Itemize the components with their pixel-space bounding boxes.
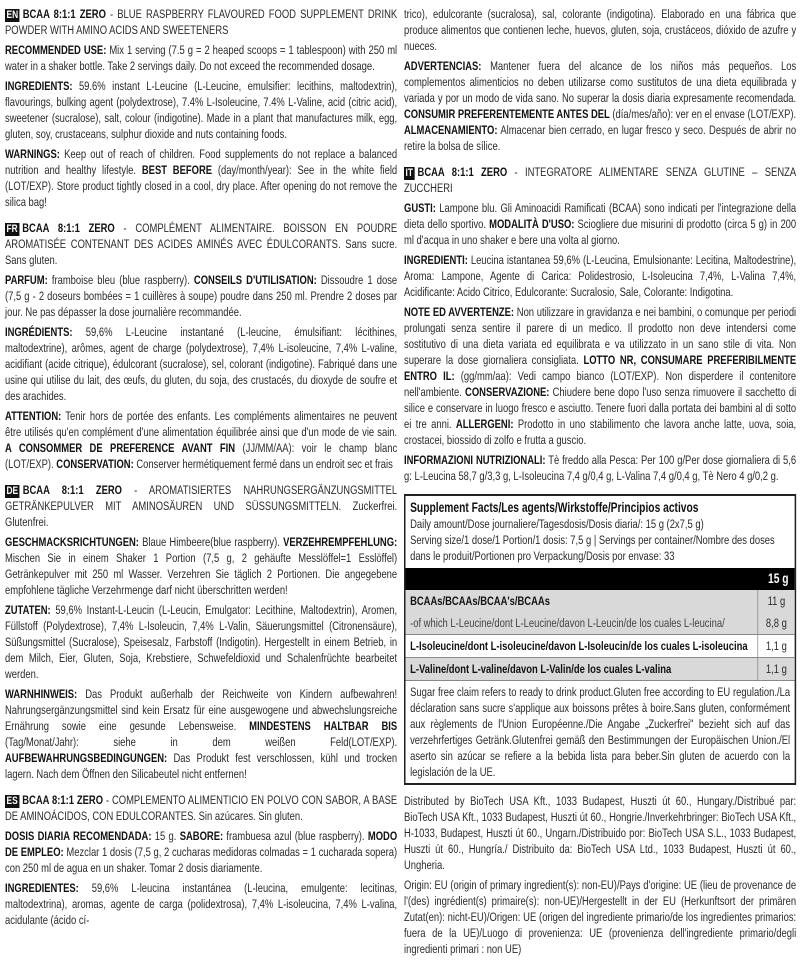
paragraph bbox=[404, 200, 796, 248]
section-label: BEST BEFORE bbox=[141, 163, 213, 177]
paragraph bbox=[5, 686, 397, 782]
section-it bbox=[404, 164, 796, 484]
language-badge: ES bbox=[6, 795, 18, 807]
section-label: BCAA 8:1:1 ZERO bbox=[22, 7, 106, 21]
paragraph bbox=[5, 880, 397, 928]
section-text: (Tag/Monat/Jahr): siehe in dem weißen Feld(LOT/EXP). bbox=[5, 735, 398, 749]
facts-row-name: -of which L-Leucine/dont L-Leucine/davon L-Leucin/de los cuales L-leucina/ bbox=[410, 616, 725, 630]
language-badge: FR bbox=[6, 223, 18, 235]
paragraph bbox=[5, 78, 397, 142]
facts-column-header: 15 g bbox=[406, 568, 795, 590]
section-label: MODALITÀ D'USO: bbox=[489, 217, 575, 231]
left-column-wrapper bbox=[5, 6, 397, 938]
paragraph bbox=[5, 6, 397, 38]
section-label: INGREDIENTS: bbox=[5, 79, 73, 93]
facts-row-value: 1,1 g bbox=[757, 635, 794, 657]
section-label: GESCHMACKSRICHTUNGEN: bbox=[5, 535, 139, 549]
section-label: CONSUMIR PREFERENTEMENTE ANTES DEL bbox=[404, 107, 610, 121]
section-text: (día/mes/año): ver en el envase (LOT/EXP). bbox=[609, 107, 797, 121]
section-text: Tè freddo alla Pesca: Per 100 g/Per dose giornaliera di 5,6 g: L-Leucina 58,7 g/3,3 g, L-Isoleucina 7,4 g/0,4 g, L-Valina 7,4 g/0,4 g, Tè Nero 4 g/0,2 g. bbox=[404, 453, 797, 483]
section-label: DOSIS DIARIA RECOMENDADA: bbox=[5, 829, 152, 843]
section-label: CONSERVAZIONE: bbox=[465, 385, 550, 399]
paragraph bbox=[5, 408, 397, 472]
paragraph bbox=[404, 452, 796, 484]
facts-row-name: L-Valine/dont L-valine/davon L-Valin/de los cuales L-valina bbox=[410, 662, 672, 676]
paragraph bbox=[5, 828, 397, 876]
section-text: - BLUE RASPBERRY FLAVOURED FOOD SUPPLEMENT DRINK POWDER WITH AMINO ACIDS AND SWEETENERS bbox=[5, 7, 398, 37]
paragraph bbox=[5, 324, 397, 404]
left-column bbox=[5, 6, 397, 928]
section-text: Dissoudre 1 dose (7,5 g - 2 doseurs bombées = 1 cuillères à soupe) poudre dans 250 ml. Prendre 2 doses par jour. Ne pas dépasser la dose journalière recommandée. bbox=[5, 273, 398, 319]
section-text: 59,6% L-leucina instantánea (L-leucina, emulgente: lecitinas, maltodextrina), aromas, agente de carga (polidextrosa), 7,4% L-isoleucina, 7,4% L-valina, acidulante (ácido cí- bbox=[5, 881, 398, 927]
section-label: LOTTO NR, CONSUMARE PREFERIBILMENTE ENTRO IL: bbox=[404, 353, 797, 383]
section-label: NOTE ED AVVERTENZE: bbox=[404, 305, 515, 319]
section-label: BCAA 8:1:1 ZERO bbox=[417, 165, 508, 179]
section-label: ALMACENAMIENTO: bbox=[404, 123, 498, 137]
section-text: Mischen Sie in einem Shaker 1 Portion (7,5 g, 2 gehäufte Messlöffel=1 Esslöffel) Getränkepulver mit 250 ml Wasser. Verzehren Sie täglich 2 Portionen. Die angegebene empfohlene tägliche Verzehrmenge darf nicht überschritten werden! bbox=[5, 551, 398, 597]
section-text: (JJ/MM/AA): voir le champ blanc (LOT/EXP). bbox=[5, 441, 398, 471]
section-label: WARNINGS: bbox=[5, 147, 60, 161]
paragraph bbox=[5, 272, 397, 320]
section-text: Mezclar 1 dosis (7,5 g, 2 cucharas medidoras colmadas = 1 cucharada sopera) con 250 ml de agua en un shaker. Tomar 2 dosis diariamente. bbox=[5, 845, 398, 875]
facts-row-valine bbox=[406, 657, 795, 680]
facts-row-isoleucine bbox=[406, 634, 795, 657]
paragraph bbox=[5, 534, 397, 598]
paragraph bbox=[404, 252, 796, 300]
section-text: Keep out of reach of children. Food supplements do not replace a balanced nutrition and healthy lifestyle. bbox=[5, 147, 398, 177]
section-text: Leucina istantanea 59,6% (L-Leucina, Emulsionante: Lecitina, Maltodestrine), Aroma: Lampone, Agente di Carica: Polidestrosio, L-Isoleucina 7,4%, L-Valina 7,4%, Acidificante: Acido Citrico, Edulcorante: Sucralosio, Sale, Colorante: Indigotina. bbox=[404, 253, 797, 299]
section-label: BCAA 8:1:1 ZERO bbox=[22, 221, 115, 235]
section-text: Das Produkt außerhalb der Reichweite von Kindern aufbewahren! Nahrungsergänzungsmittel sind kein Ersatz für eine ausgewogene und abwechslungsreiche Ernährung sowie eine gesunde Lebensweise. bbox=[5, 687, 398, 733]
section-label: A CONSOMMER DE PREFERENCE AVANT FIN bbox=[5, 441, 236, 455]
facts-row-leucine bbox=[406, 612, 795, 634]
facts-title: Supplement Facts/Les agents/Wirkstoffe/Principios activos bbox=[410, 500, 699, 515]
distributor-text: Distributed by BioTech USA Kft., 1033 Budapest, Huszti út 60., Hungary./Distribué par: BioTech USA Kft., 1033 Budapest, Huszti út 60., Hongrie./Inverkehrbringer: BioTech USA Kft., H-1033, Budapest, Huszti út 60., Ungarn./Distribuido por: BioTech USA S.L., 1033 Budapest, Huszti út 60., Hungría./ Distribuito da: BioTech USA Ltd., 1033 Budapest, Huszti út 60., Ungheria. bbox=[404, 794, 797, 872]
section-label: INGREDIENTI: bbox=[404, 253, 468, 267]
section-text: 59,6% L-Leucine instantané (L-leucine, émulsifiant: lécithines, maltodextrine), arômes, agent de charge (polydextrose), 7,4% L-isoleucine, 7,4% L-valine, acidifiant (acide citrique), édulcorant (sucralose), sel, colorant (indigotine). Fabriqué dans une usine qui utilise du lait, des œufs, du gluten, du soja, des crustacés, du dioxyde de soufre et des arachides. bbox=[5, 325, 398, 403]
facts-row-value: 8,8 g bbox=[757, 612, 794, 634]
section-text: 15 g. bbox=[151, 829, 180, 843]
section-en bbox=[5, 6, 397, 210]
facts-row-bcaas bbox=[406, 590, 795, 612]
section-text: - COMPLÉMENT ALIMENTAIRE. BOISSON EN POUDRE AROMATISÉE CONTENANT DES ACIDES AMINÉS AVEC ÉDULCORANTS. Sans sucre. Sans gluten. bbox=[5, 221, 398, 267]
paragraph bbox=[5, 482, 397, 530]
language-badge: DE bbox=[6, 485, 19, 497]
language-badge: EN bbox=[6, 9, 19, 21]
section-label: INFORMAZIONI NUTRIZIONALI: bbox=[404, 453, 546, 467]
section-label: ATTENTION: bbox=[5, 409, 62, 423]
section-label: SABORE: bbox=[179, 829, 224, 843]
paragraph bbox=[404, 164, 796, 196]
section-continued bbox=[404, 6, 796, 154]
facts-row-name: L-Isoleucine/dont L-isoleucine/davon L-Isoleucin/de los cuales L-isoleucina bbox=[410, 639, 748, 653]
section-text: Sciogliere due misurini di prodotto (circa 5 g) in 200 ml d'acqua in uno shaker e bere una volta al giorno. bbox=[404, 217, 797, 247]
section-label: MODO DE EMPLEO: bbox=[5, 829, 398, 859]
section-text: Non utilizzare in gravidanza e nei bambini, o comunque per periodi prolungati senza sentire il parere di un medico. Il prodotto non deve intendersi come sostitutivo di una dieta variata ed equilibrata e va utilizzato in un sano stile di vita. Non superare la dose giornaliera consigliata. bbox=[404, 305, 797, 367]
section-label: INGRÉDIENTS: bbox=[5, 325, 73, 339]
section-text: frambuesa azul (blue raspberry). bbox=[223, 829, 368, 843]
paragraph bbox=[5, 792, 397, 824]
section-text: Prodotto in uno stabilimento che lavora anche latte, uova, soia, crostacei, biossido di zolfo e frutta a guscio. bbox=[404, 417, 797, 447]
right-column bbox=[404, 6, 796, 484]
section-label: WARNHINWEIS: bbox=[5, 687, 78, 701]
section-label: ALLERGENI: bbox=[455, 417, 514, 431]
section-label: INGREDIENTES: bbox=[5, 881, 79, 895]
section-text: - INTEGRATORE ALIMENTARE SENZA GLUTINE – SENZA ZUCCHERI bbox=[404, 165, 797, 195]
section-text: Lampone blu. Gli Aminoacidi Ramificati (BCAA) sono indicati per l'integrazione della dieta dello sportivo. bbox=[404, 201, 797, 231]
section-text: Chiudere bene dopo l'uso senza rimuovere il sacchetto di silice e conservare in luogo fresco e asciutto. Tenere fuori dalla portata dei bambini al di sotto ei tre anni. bbox=[404, 385, 797, 431]
section-label: GUSTI: bbox=[404, 201, 436, 215]
daily-amount: Daily amount/Dose journaliere/Tagesdosis/Dosis diaria/: 15 g (2x7,5 g) bbox=[410, 517, 704, 531]
section-label: MINDESTENS HALTBAR BIS bbox=[249, 719, 398, 733]
language-badge: IT bbox=[405, 167, 413, 179]
section-label: BCAA 8:1:1 ZERO bbox=[22, 793, 104, 807]
section-text: (day/month/year): See in the white field (LOT/EXP). Store product tightly closed in a cool, dry place. After opening do not remove the silica bag! bbox=[5, 163, 398, 209]
facts-note: Sugar free claim refers to ready to drink product.Gluten free according to EU regulation./La déclaration sans sucre s'applique aux boissons prêtes à boire.Sans gluten, conformément aux règlements de l'Union Européenne./Die Angabe „Zuckerfrei" bezieht sich auf das verzehrfertiges Getränk.Glutenfrei gemäß den Bestimmungen der Europäischen Union./El aserto sin azúcar se refiere a la bebida lista para beber.Sin gluten de acuerdo con la legislación de la UE. bbox=[406, 680, 795, 783]
section-text: Das Produkt fest verschlossen, kühl und trocken lagern. Nach dem Öffnen den Silicabeutel nicht entfernen! bbox=[5, 751, 398, 781]
origin-text: Origin: EU (origin of primary ingredient(s): non-EU)/Pays d'origine: UE (lieu de provenance de l'(des) ingrédient(s) primaire(s): non-UE)/Hergestellt in der EU (Herkunftsort der primären Zutat(en): nicht-EU)/Origen: UE (origen del ingrediente primario/de los ingredientes primarios: fuera de la UE)/Luogo di provenienza: UE (provenienza dell'ingrediente primario/degli ingredienti primari : non UE) bbox=[404, 878, 797, 956]
facts-row-value: 11 g bbox=[757, 590, 794, 612]
section-de bbox=[5, 482, 397, 782]
section-label: BCAA 8:1:1 ZERO bbox=[22, 483, 122, 497]
section-label: CONSERVATION: bbox=[56, 457, 134, 471]
facts-row-name: BCAAs/BCAAs/BCAA's/BCAAs bbox=[410, 594, 550, 608]
section-label: VERZEHREMPFEHLUNG: bbox=[283, 535, 398, 549]
section-text: - AROMATISIERTES NAHRUNGSERGÄNZUNGSMITTEL GETRÄNKEPULVER MIT AMINOSÄUREN UND SÜSSUNGSMITTELN. Zuckerfrei. Glutenfrei. bbox=[5, 483, 398, 529]
section-label: RECOMMENDED USE: bbox=[5, 43, 107, 57]
section-fr bbox=[5, 220, 397, 472]
paragraph bbox=[5, 220, 397, 268]
section-text: Tenir hors de portée des enfants. Les compléments alimentaires ne peuvent être utilisés qu'en complément d'une alimentation équilibrée ainsi que d'un mode de vie sain. bbox=[5, 409, 398, 439]
section-text: (gg/mm/aa): Vedi campo bianco (LOT/EXP). Non disperdere il contenitore nell'ambiente. bbox=[404, 369, 797, 399]
section-text: 59,6% Instant-L-Leucin (L-Leucin, Emulgator: Lecithine, Maltodextrin), Aromen, Füllstoff (Polydextrose), 7,4% L-Isoleucin, 7,4% L-Valin, Säuerungsmittel (Citronensäure), Süßungsmittel (Sucralose), Speisesalz, Farbstoff (Indigotin). Hergestellt in einem Betrieb, in dem Milch, Eier, Gluten, Soja, Krebstiere, Schwefeldioxid und Schalenfrüchte bearbeitet werden. bbox=[5, 603, 398, 681]
paragraph bbox=[5, 602, 397, 682]
section-text: trico), edulcorante (sucralosa), sal, colorante (indigotina). Elaborado en una fábrica que produce alimentos que contienen leche, huevos, gluten, soja, crustáceos, dióxido de azufre y nueces. bbox=[404, 7, 797, 53]
paragraph bbox=[5, 42, 397, 74]
section-label: ZUTATEN: bbox=[5, 603, 51, 617]
paragraph bbox=[404, 6, 796, 54]
section-text: - COMPLEMENTO ALIMENTICIO EN POLVO CON SABOR, A BASE DE AMINOÁCIDOS, CON EDULCORANTES. Sin azúcares. Sin gluten. bbox=[5, 793, 398, 823]
supplement-facts-table bbox=[404, 494, 796, 785]
paragraph bbox=[5, 146, 397, 210]
section-label: AUFBEWAHRUNGSBEDINGUNGEN: bbox=[5, 751, 168, 765]
serving-size: Serving size/1 dose/1 Portion/1 dosis: 7,5 g | Servings per container/Nombre des doses dans le produit/Portionen pro Verpackung/Dosis por envase: 33 bbox=[410, 533, 775, 563]
right-column-wrapper bbox=[404, 6, 796, 961]
section-es bbox=[5, 792, 397, 928]
paragraph bbox=[404, 58, 796, 154]
facts-row-value: 1,1 g bbox=[757, 658, 794, 680]
section-text: framboise bleu (blue raspberry). bbox=[47, 273, 194, 287]
section-text: 59.6% instant L-Leucine (L-Leucine, emulsifier: lecithins, maltodextrin), flavourings, bulking agent (polydextrose), 7.4% L-Isoleucine, 7.4% L-Valine, acid (citric acid), sweetener (sucralose), salt, colour (indigotine). Made in a plant that manufactures milk, egg, gluten, soy, crustaceans, sulphur dioxide and nuts containing foods. bbox=[5, 79, 398, 141]
section-text: Conserver hermétiquement fermé dans un endroit sec et frais bbox=[133, 457, 393, 471]
footer-info bbox=[404, 793, 796, 957]
section-text: Mix 1 serving (7.5 g = 2 heaped scoops = 1 tablespoon) with 250 ml water in a shaker bottle. Take 2 servings daily. Do not exceed the recommended dosage. bbox=[5, 43, 398, 73]
section-label: ADVERTENCIAS: bbox=[404, 59, 482, 73]
paragraph bbox=[404, 304, 796, 448]
section-label: PARFUM: bbox=[5, 273, 48, 287]
section-text: Blaue Himbeere(blue raspberry). bbox=[138, 535, 284, 549]
section-label: CONSEILS D'UTILISATION: bbox=[193, 273, 317, 287]
section-text: Mantener fuera del alcance de los niños más pequeños. Los complementos alimenticios no deben utilizarse como sustitutos de una dieta equilibrada y variada y por un modo de vida sano. No superar la dosis diaria expresamente recomendada. bbox=[404, 59, 797, 105]
section-text: Almacenar bien cerrado, en lugar fresco y seco. Después de abrir no retire la bolsa de sílice. bbox=[404, 123, 797, 153]
